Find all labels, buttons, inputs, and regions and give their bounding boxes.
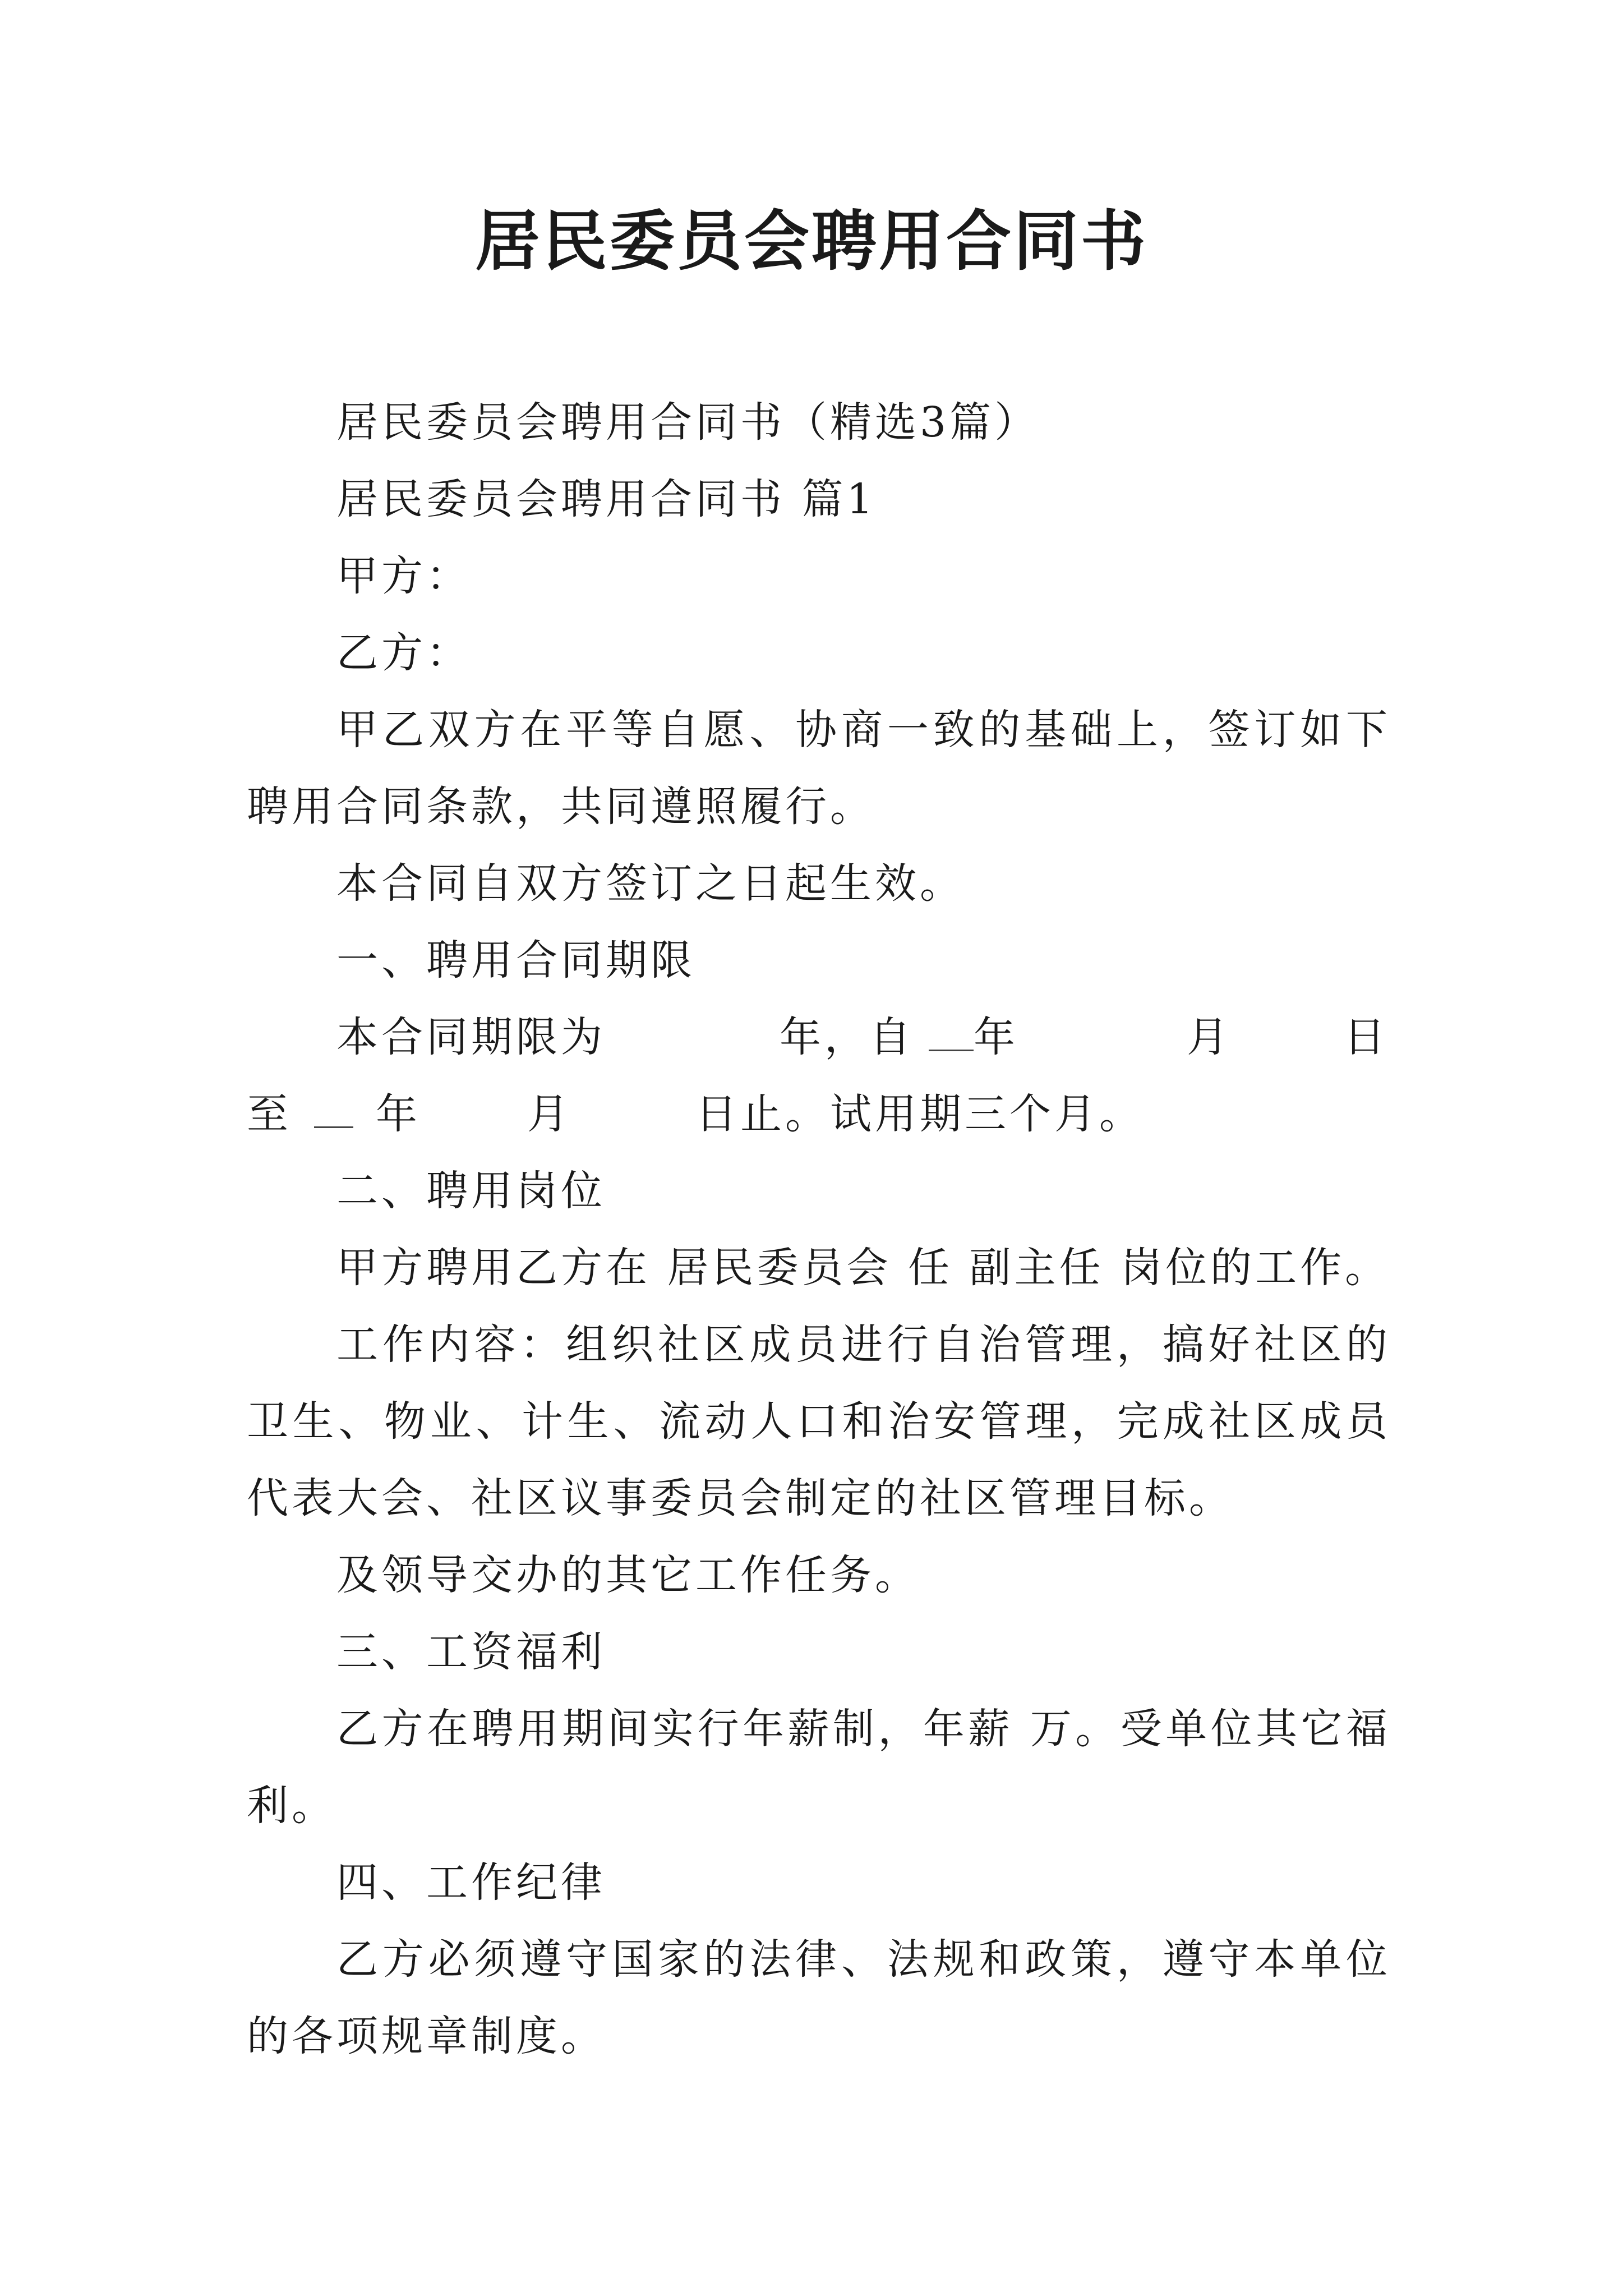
term-text-4: 月 [1187,1013,1232,1061]
year-blank [929,1010,974,1051]
intro-paragraph: 甲乙双方在平等自愿、协商一致的基础上，签订如下聘用合同条款，共同遵照履行。 [247,706,1391,831]
section-1-heading: 一、聘用合同期限 [336,936,695,984]
duties-extra-paragraph: 及领导交办的其它工作任务。 [336,1551,920,1599]
discipline-paragraph: 乙方必须遵守国家的法律、法规和政策，遵守本单位的各项规章制度。 [247,1935,1391,2060]
document-title: 居民委员会聘用合同书 [475,203,1148,279]
end-year-blank [314,1087,353,1128]
subtitle: 居民委员会聘用合同书（精选3篇） [336,398,1040,447]
party-a-label: 甲方： [336,552,471,600]
effective-paragraph: 本合同自双方签订之日起生效。 [336,859,965,908]
salary-paragraph: 乙方在聘用期间实行年薪制，年薪 万。受单位其它福利。 [247,1705,1391,1830]
document-body [247,384,1391,2075]
term-text-7: 年 [376,1090,421,1138]
term-text-6: 至 [247,1090,292,1138]
term-line-1 [247,999,1391,1076]
term-text-5: 日 [1344,1013,1389,1061]
post-paragraph: 甲方聘用乙方在 居民委员会 任 副主任 岗位的工作。 [336,1244,1390,1292]
duties-paragraph: 工作内容：组织社区成员进行自治管理，搞好社区的卫生、物业、计生、流动人口和治安管理，完成社区成员代表大会、社区议事委员会制定的社区管理目标。 [247,1320,1391,1522]
section-2-heading: 二、聘用岗位 [336,1167,606,1215]
party-b-label: 乙方： [336,629,471,677]
term-text-9: 日止。试用期三个月。 [695,1090,1144,1138]
term-text-2: 年，自 [780,1013,914,1061]
section-3-heading: 三、工资福利 [336,1628,606,1676]
term-line-2 [247,1076,1391,1153]
term-text-8: 月 [527,1090,572,1138]
term-text-3: 年 [974,1013,1018,1061]
term-text-1: 本合同期限为 [336,1013,606,1061]
article-heading: 居民委员会聘用合同书 篇1 [336,475,877,523]
section-4-heading: 四、工作纪律 [336,1858,606,1907]
